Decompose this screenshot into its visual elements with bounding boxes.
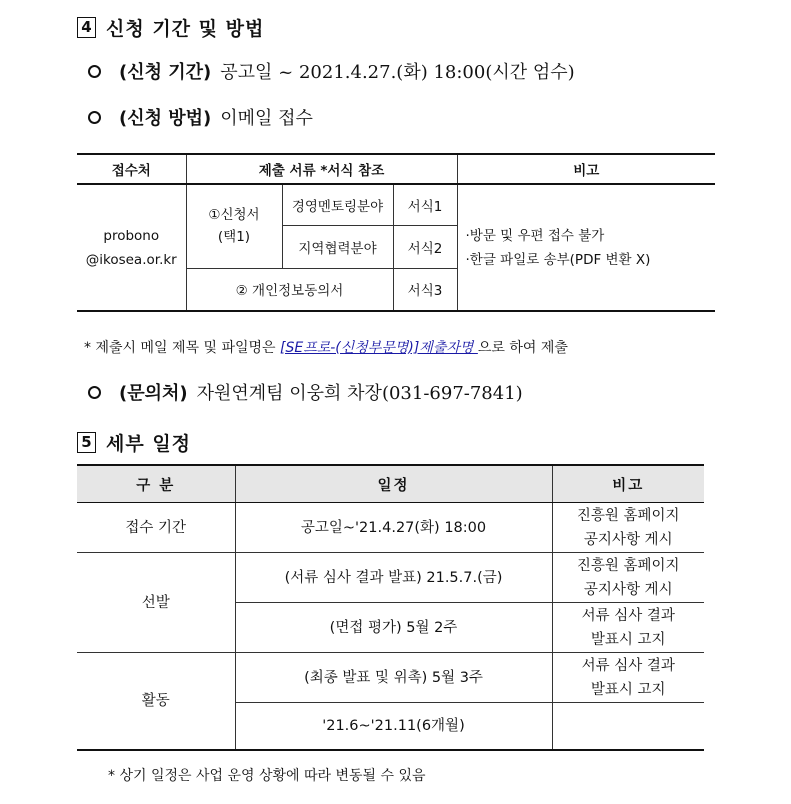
remark-cell <box>552 503 704 553</box>
remark-line: 진흥원 홈페이지 <box>576 507 680 524</box>
contact-label: (문의처) <box>119 383 188 404</box>
header-receiver: 접수처 <box>77 154 186 184</box>
table-row <box>77 503 704 553</box>
remark-cell <box>552 703 704 750</box>
section5-title: 세부 일정 <box>106 433 192 455</box>
remark-line: 진흥원 홈페이지 <box>576 557 680 574</box>
remark-line: 서류 심사 결과 <box>581 607 675 624</box>
section4-heading <box>77 14 264 41</box>
doc1-field: 경영멘토링분야 <box>282 184 393 225</box>
doc2-form: 서식3 <box>393 268 457 311</box>
remark-line: 발표시 고지 <box>590 681 666 698</box>
contact-line <box>88 379 523 405</box>
receiver-cell <box>77 184 186 311</box>
header-remark: 비고 <box>552 465 704 503</box>
receiver-line: probono <box>103 227 160 244</box>
schedule-cell: 공고일~'21.4.27(화) 18:00 <box>235 503 552 553</box>
section5-number: 5 <box>77 432 96 453</box>
schedule-note: * 상기 일정은 사업 운영 상황에 따라 변동될 수 있음 <box>108 768 426 784</box>
receiver-line: @ikosea.or.kr <box>85 251 177 268</box>
table-row <box>77 553 704 603</box>
section4-number: 4 <box>77 17 96 38</box>
period-label: (신청 기간) <box>119 62 212 83</box>
header-remarks: 비고 <box>457 154 715 184</box>
method-label: (신청 방법) <box>119 108 212 129</box>
remark-line: 공지사항 게시 <box>583 581 673 598</box>
schedule-cell: (최종 발표 및 위촉) 5월 3주 <box>235 653 552 703</box>
section5-heading <box>77 429 191 456</box>
schedule-table <box>77 464 704 751</box>
doc1-form: 서식2 <box>393 225 457 268</box>
remark-line: 서류 심사 결과 <box>581 657 675 674</box>
doc1-label-cell <box>186 184 282 268</box>
circle-bullet-icon <box>88 65 101 78</box>
circle-bullet-icon <box>88 386 101 399</box>
remarks-cell <box>457 184 715 311</box>
method-line <box>88 104 313 130</box>
header-documents: 제출 서류 *서식 참조 <box>186 154 457 184</box>
remark-line: ·방문 및 우편 접수 불가 <box>465 227 605 244</box>
submission-table <box>77 153 715 312</box>
remark-cell <box>552 553 704 603</box>
category-cell: 활동 <box>77 653 235 750</box>
remark-line: 발표시 고지 <box>590 631 666 648</box>
header-schedule: 일정 <box>235 465 552 503</box>
doc1-label-line: (택1) <box>217 229 251 246</box>
remark-cell <box>552 653 704 703</box>
table-row <box>77 653 704 703</box>
remark-cell <box>552 603 704 653</box>
period-line <box>88 58 575 84</box>
schedule-cell: '21.6~'21.11(6개월) <box>235 703 552 750</box>
schedule-cell: (면접 평가) 5월 2주 <box>235 603 552 653</box>
note-prefix: * 제출시 메일 제목 및 파일명은 <box>84 340 280 356</box>
method-value: 이메일 접수 <box>220 108 313 129</box>
note-filename-format: [SE프로-(신청부문명)]제출자명 <box>280 340 478 356</box>
section4-title: 신청 기간 및 방법 <box>106 18 265 40</box>
header-category: 구 분 <box>77 465 235 503</box>
period-value: 공고일 ~ 2021.4.27.(화) 18:00(시간 엄수) <box>220 62 575 83</box>
doc1-field: 지역협력분야 <box>282 225 393 268</box>
category-cell: 접수 기간 <box>77 503 235 553</box>
schedule-cell: (서류 심사 결과 발표) 21.5.7.(금) <box>235 553 552 603</box>
doc2-label: ② 개인정보동의서 <box>186 268 393 311</box>
remark-line: 공지사항 게시 <box>583 531 673 548</box>
category-cell: 선발 <box>77 553 235 653</box>
circle-bullet-icon <box>88 111 101 124</box>
doc1-form: 서식1 <box>393 184 457 225</box>
contact-value: 자원연계팀 이웅희 차장(031-697-7841) <box>196 383 523 404</box>
note-suffix: 으로 하여 제출 <box>477 340 568 356</box>
submission-note <box>84 337 568 357</box>
remark-line: ·한글 파일로 송부(PDF 변환 X) <box>465 251 651 268</box>
doc1-label-line: ①신청서 <box>208 207 260 224</box>
